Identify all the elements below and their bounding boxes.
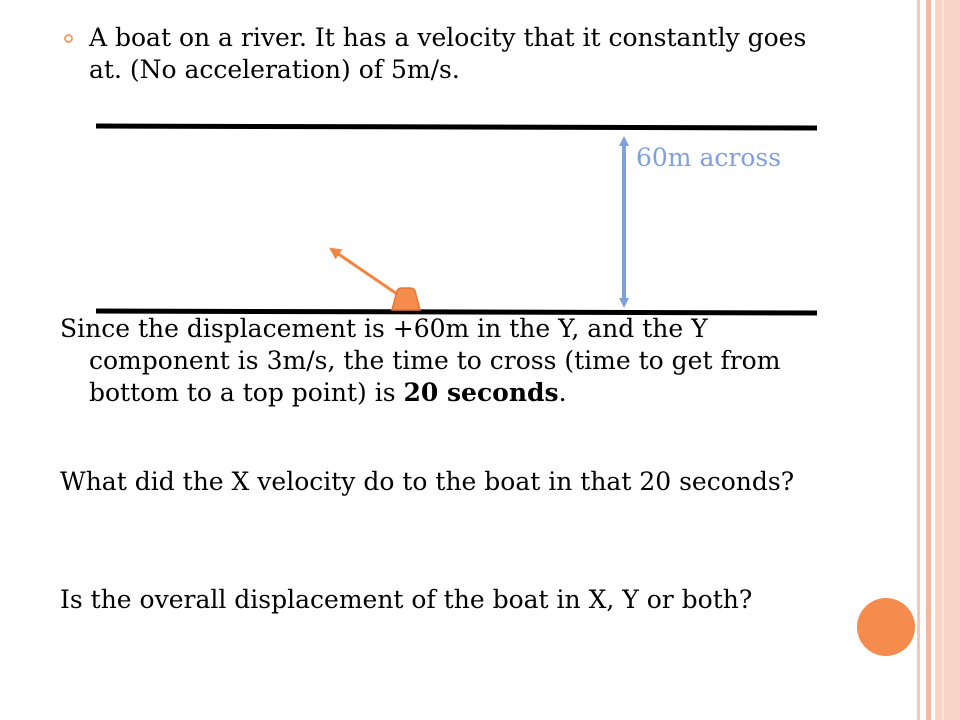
top-river-bank xyxy=(96,126,817,128)
paragraph-question-displacement xyxy=(60,584,830,616)
paragraph-text: Is the overall displacement of the boat in X, Y or both? xyxy=(60,585,753,614)
paragraph-text-end: . xyxy=(558,378,567,407)
velocity-arrow xyxy=(334,251,400,296)
distance-label: 60m across xyxy=(636,143,782,172)
emphasis-text: 20 seconds xyxy=(403,378,559,407)
boat-icon xyxy=(392,288,420,310)
paragraph-question-x xyxy=(60,466,830,498)
bullet-text: A boat on a river. It has a velocity that it constantly goes at. (No acceleration) of 5m/s. xyxy=(89,23,807,84)
paragraph-text: Since the displacement is +60m in the Y, and the Y component is 3m/s, the time to cross (time to get from bottom to a top point) is xyxy=(60,314,781,407)
paragraph-time xyxy=(60,313,830,409)
paragraph-text: What did the X velocity do to the boat in that 20 seconds? xyxy=(60,467,795,496)
